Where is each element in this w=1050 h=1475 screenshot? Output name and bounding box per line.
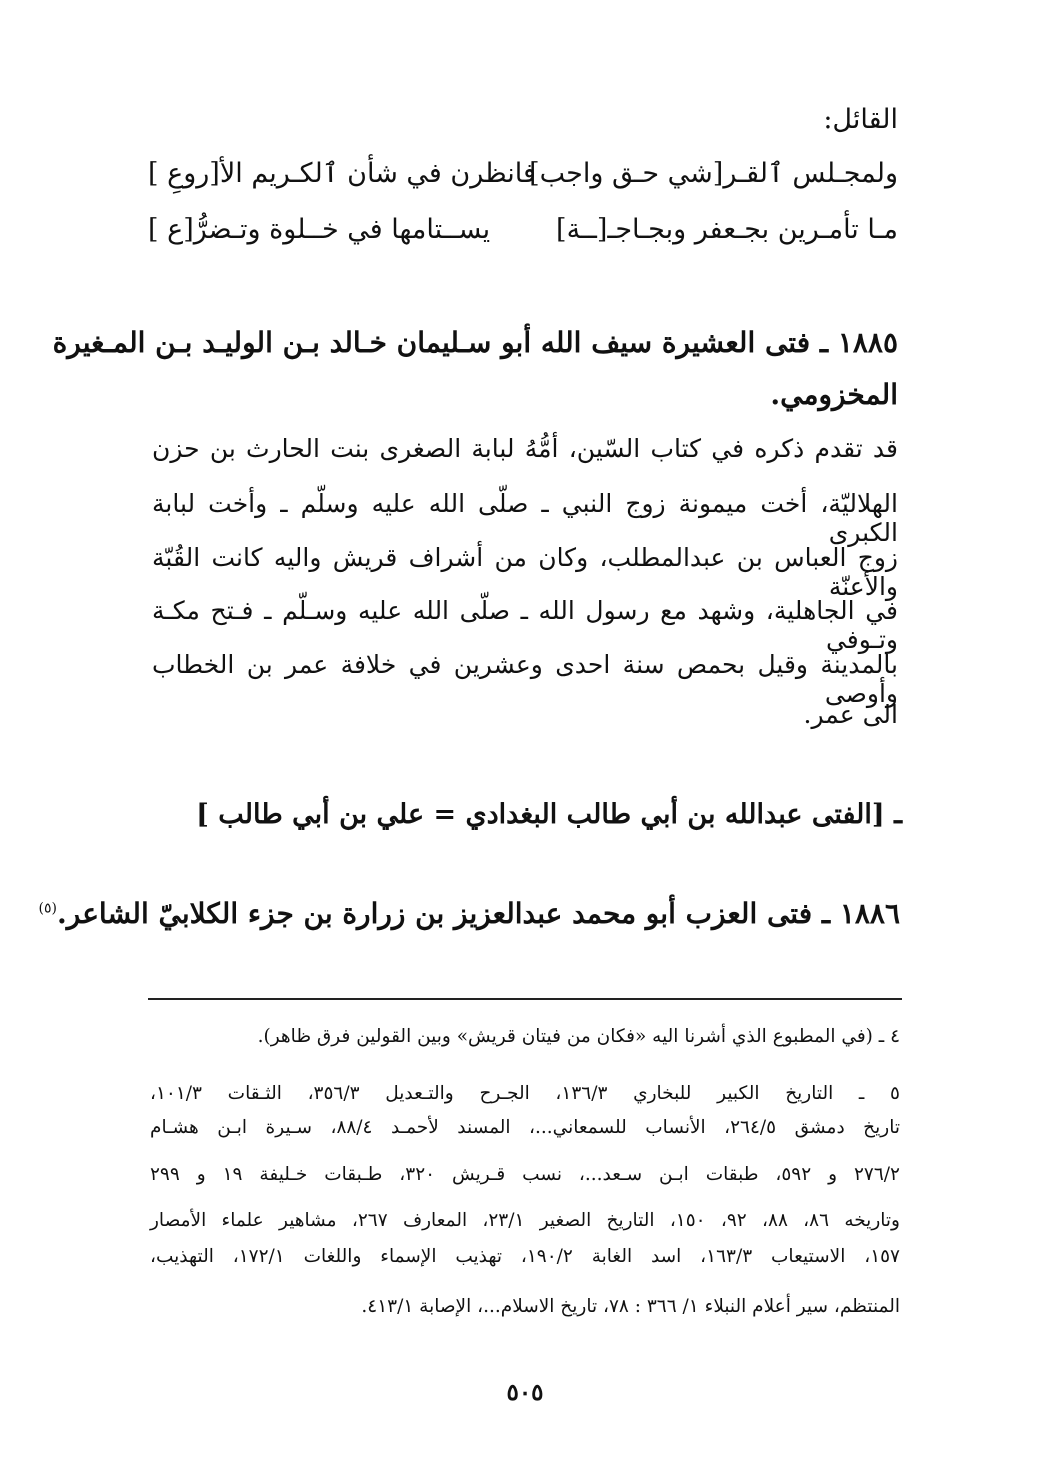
footnote-line: ٤ ـ (في المطبوع الذي أشرنا اليه «فكان من فيتان قريش» وبين القولين فرق ظاهر). bbox=[257, 1026, 900, 1047]
entry-1885-body-line: قد تقدم ذكره في كتاب السّين، أمُّهُ لبابة الصغرى بنت الحارث بن حزن bbox=[152, 434, 898, 463]
footnote-line: ٥ ـ التاريخ الكبير للبخاري ١٣٦/٣، الجـرح والتـعديل ٣٥٦/٣، الثـقات ١٠١/٣، bbox=[150, 1083, 900, 1104]
verse-second-hemistich: يســتامها في خــلوة وتـضرُّ[ع ] bbox=[148, 214, 491, 245]
entry-1885-body-line: زوج العباس بن عبدالمطلب، وكان من أشراف قريش واليه كانت القُبّة والأعنّة bbox=[152, 543, 898, 601]
entry-1885-body-line: الى عمر. bbox=[803, 700, 898, 729]
entry-1886-heading-text: ١٨٨٦ ـ فتى العزب أبو محمد عبدالعزيز بن زرارة بن جزء الكلابيّ الشاعر. bbox=[57, 897, 900, 930]
footnote-line: المنتظم، سير أعلام النبلاء ١/ ٣٦٦ : ٧٨، تاريخ الاسلام...، الإصابة ٤١٣/١. bbox=[361, 1296, 900, 1317]
entry-1885-heading: ١٨٨٥ ـ فتى العشيرة سيف الله أبو سـليمان خـالد بـن الوليـد بـن المـغيرة bbox=[52, 326, 898, 359]
page-number: ٥٠٥ bbox=[506, 1379, 544, 1406]
entry-1885-heading-continued: المخزومي. bbox=[770, 378, 898, 411]
verse-first-hemistich: ولمجـلس ٱلقـر[شي حـق واجب] bbox=[529, 158, 898, 189]
cross-reference: ـ [الفتى عبدالله بن أبي طالب البغدادي = علي بن أبي طالب ] bbox=[196, 799, 902, 830]
verse-intro: القائل: bbox=[823, 104, 898, 135]
entry-1885-body-line: في الجاهلية، وشهد مع رسول الله ـ صلّى الله عليه وسـلّم ـ فـتح مكـة وتـوفي bbox=[152, 596, 898, 654]
footnote-line: وتاريخه ٨٦، ٨٨، ٩٢، ١٥٠، التاريخ الصغير ٢٣/١، المعارف ٢٦٧، مشاهير علماء الأمصار bbox=[150, 1210, 900, 1231]
entry-1885-body-line: بالمدينة وقيل بحمص سنة احدى وعشرين في خلافة عمر بن الخطاب وأوصى bbox=[152, 650, 898, 708]
entry-1886-heading bbox=[39, 897, 900, 930]
footnote-line: تاريخ دمشق ٢٦٤/٥، الأنساب للسمعاني...، المسند لأحمـد ٨٨/٤، سـيرة ابـن هشـام bbox=[150, 1117, 900, 1138]
footnote-marker: (٥) bbox=[38, 900, 58, 917]
verse-line bbox=[148, 214, 898, 258]
entry-1885-body-line: الهلاليّة، أخت ميمونة زوج النبي ـ صلّى الله عليه وسلّم ـ وأخت لبابة الكبرى bbox=[152, 489, 898, 547]
footnote-divider bbox=[148, 998, 902, 1000]
footnote-line: ١٥٧، الاستيعاب ١٦٣/٣، اسد الغابة ١٩٠/٢، تهذيب الإسماء واللغات ١٧٢/١، التهذيب، bbox=[150, 1246, 900, 1267]
verse-line bbox=[148, 158, 898, 202]
verse-first-hemistich: مـا تأمـرين بجـعفر وبجـاجـ[ــة] bbox=[556, 214, 898, 245]
footnote-line: ٢٧٦/٢ و ٥٩٢، طبقات ابـن سـعد...، نسب قـريش ٣٢٠، طـبقات خـليفة ١٩ و ٢٩٩ bbox=[150, 1164, 900, 1185]
verse-second-hemistich: فانظرن في شأن ٱلكـريم الأ[روعِ ] bbox=[148, 158, 536, 189]
